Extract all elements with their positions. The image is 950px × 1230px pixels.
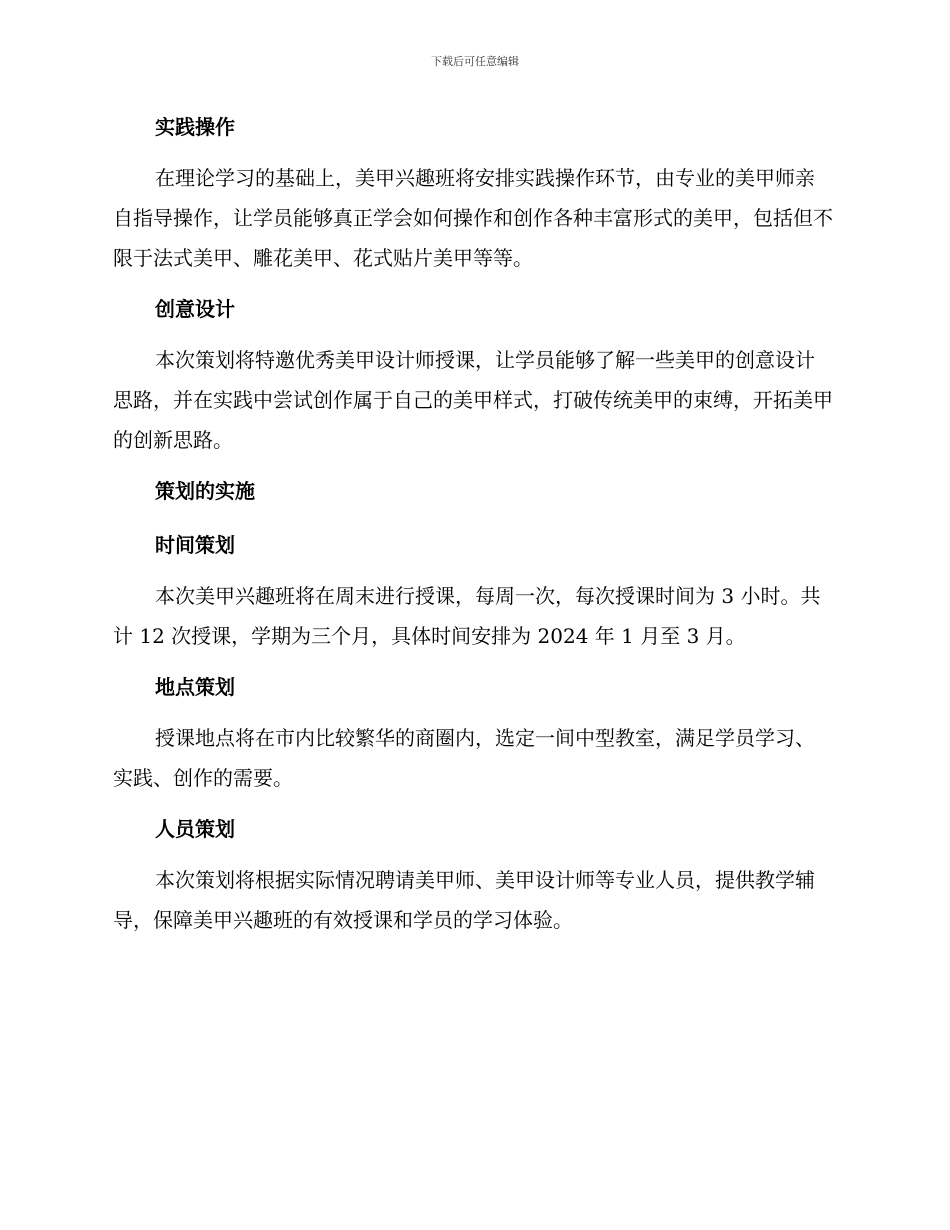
section-paragraph-time-plan: 本次美甲兴趣班将在周末进行授课，每周一次，每次授课时间为 3 小时。共计 12 次授课，学期为三个月，具体时间安排为 2024 年 1 月至 3 月。 [113, 584, 821, 648]
section-paragraph-location-plan: 授课地点将在市内比较繁华的商圈内，选定一间中型教室，满足学员学习、实践、创作的需要。 [113, 726, 815, 790]
page-header-note: 下载后可任意编辑 [431, 55, 519, 68]
section-paragraph-creative-design: 本次策划将特邀优秀美甲设计师授课，让学员能够了解一些美甲的创意设计思路，并在实践中尝试创作属于自己的美甲样式，打破传统美甲的束缚，开拓美甲的创新思路。 [113, 348, 833, 452]
section-heading-location-plan: 地点策划 [155, 675, 235, 699]
section-paragraph-practice: 在理论学习的基础上，美甲兴趣班将安排实践操作环节，由专业的美甲师亲自指导操作，让学员能够真正学会如何操作和创作各种丰富形式的美甲，包括但不限于法式美甲、雕花美甲、花式贴片美甲等等。 [113, 166, 833, 270]
document-body [113, 112, 833, 940]
section-heading-creative-design: 创意设计 [155, 297, 235, 321]
section-heading-staff-plan: 人员策划 [155, 817, 235, 841]
section-heading-practice: 实践操作 [155, 115, 235, 139]
section-paragraph-staff-plan: 本次策划将根据实际情况聘请美甲师、美甲设计师等专业人员，提供教学辅导，保障美甲兴趣班的有效授课和学员的学习体验。 [113, 868, 815, 932]
section-heading-implementation: 策划的实施 [155, 479, 255, 503]
section-heading-time-plan: 时间策划 [155, 533, 235, 557]
